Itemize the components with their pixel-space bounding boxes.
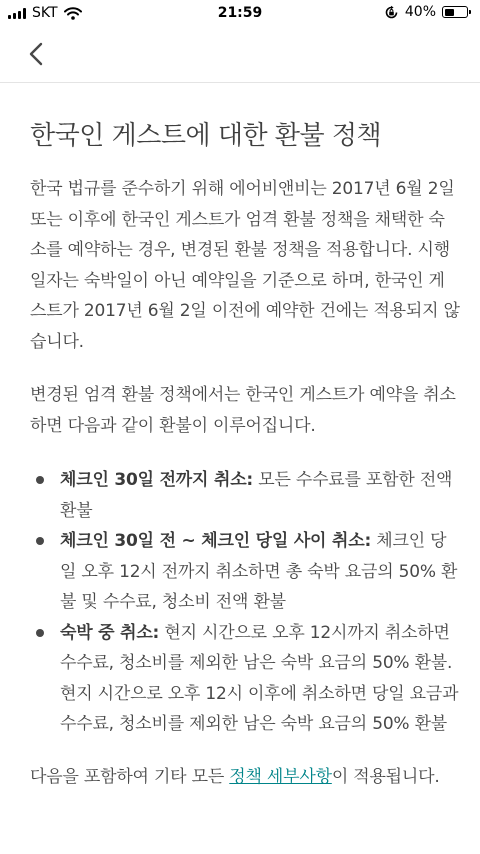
rule-heading: 체크인 30일 전까지 취소: [60,470,254,490]
carrier-label: SKT [32,5,58,21]
back-chevron-icon[interactable] [22,40,50,68]
footer-text-end: 이 적용됩니다. [331,766,440,787]
intro-paragraph: 한국 법규를 준수하기 위해 에어비앤비는 2017년 6월 2일 또는 이후에 한국인 게스트가 엄격 환불 정책을 채택한 숙소를 예약하는 경우, 변경된 환불 정책을 적용합니다. 시행 일자는 숙박일이 아닌 예약일을 기준으로 하며, 한국인 게스트가 2017년 6월 2일 이전에 예약한 건에는 적용되지 않습니다. [30,179,460,352]
status-bar [0,0,480,28]
status-time: 21:59 [217,5,263,21]
status-right [384,4,468,20]
lead-paragraph: 변경된 엄격 환불 정책에서는 한국인 게스트가 예약을 취소하면 다음과 같이 환불이 이루어집니다. [30,385,456,436]
battery-icon [442,6,468,18]
list-item [30,526,460,618]
footer-text: 다음을 포함하여 기타 모든 [30,766,230,787]
refund-rules-list [30,465,460,740]
article [30,82,460,792]
footer-paragraph [30,762,460,793]
orientation-lock-icon [384,5,399,20]
rule-heading: 숙박 중 취소: [60,622,160,643]
list-item [30,465,460,526]
nav-bar [0,28,480,83]
rule-text: 현지 시간으로 오후 12시까지 취소하면 수수료, 청소비를 제외한 남은 숙박 요금의 50% 환불. 현지 시간으로 오후 12시 이후에 취소하면 당일 요금과 수수료, 청소비를 제외한 남은 숙박 요금의 50% 환불 [60,622,459,734]
rule-text: 체크인 당일 오후 12시 전까지 취소하면 총 숙박 요금의 50% 환불 및 수수료, 청소비 전액 환불 [60,531,458,612]
policy-details-link[interactable]: 정책 세부사항 [229,766,332,787]
battery-percent: 40% [404,4,436,20]
list-item [30,618,460,740]
rule-heading: 체크인 30일 전 ~ 체크인 당일 사이 취소: [60,531,372,551]
rule-text: 모든 수수료를 포함한 전액 환불 [60,470,453,521]
page-title: 한국인 게스트에 대한 환불 정책 [30,121,382,151]
